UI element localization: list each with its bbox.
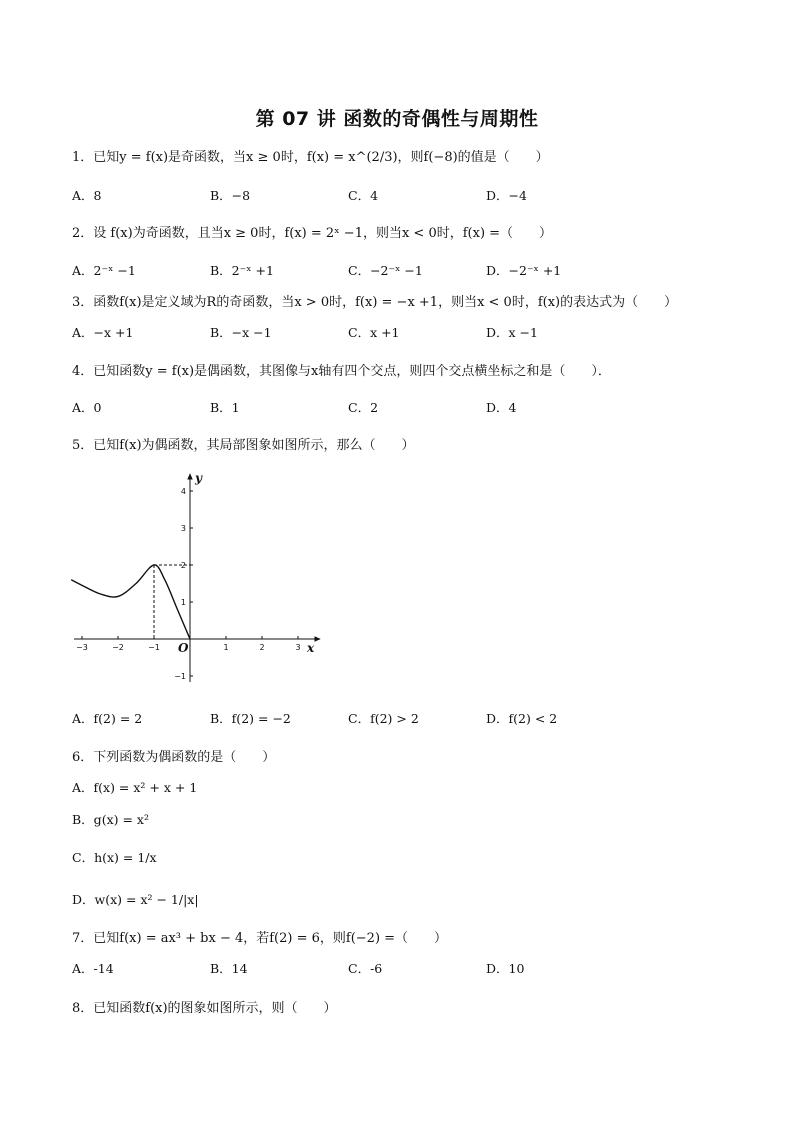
y-tick-label: −1: [174, 672, 186, 681]
q5-option-d[interactable]: D．f(2) < 2: [486, 711, 558, 726]
q1-option-d[interactable]: D．−4: [486, 188, 527, 203]
question-2: 2．设 f(x)为奇函数，且当x ≥ 0时，f(x) = 2ˣ −1，则当x < 0时，f(x) =（ ）: [72, 226, 553, 241]
question-7: 7．已知f(x) = ax³ + bx − 4，若f(2) = 6，则f(−2) =（ ）: [72, 931, 448, 946]
y-tick-label: 2: [180, 561, 186, 570]
q4-option-a[interactable]: A．0: [72, 400, 102, 415]
q2-option-a[interactable]: A．2⁻ˣ −1: [72, 263, 136, 278]
q6-option-d[interactable]: D．w(x) = x² − 1/|x|: [72, 892, 199, 907]
q2-option-c[interactable]: C．−2⁻ˣ −1: [348, 263, 423, 278]
question-8: 8．已知函数f(x)的图象如图所示，则（ ）: [72, 1001, 337, 1016]
x-tick-label: 2: [259, 643, 265, 652]
y-tick-label: 4: [180, 487, 186, 496]
q5-option-b[interactable]: B．f(2) = −2: [210, 711, 291, 726]
page-title: 第 07 讲 函数的奇偶性与周期性: [255, 108, 539, 130]
q6-option-c[interactable]: C．h(x) = 1/x: [72, 850, 157, 865]
y-tick-label: 1: [180, 598, 186, 607]
q6-option-b[interactable]: B．g(x) = x²: [72, 812, 149, 827]
x-tick-label: −1: [148, 643, 160, 652]
question-4: 4．已知函数y = f(x)是偶函数，其图像与x轴有四个交点，则四个交点横坐标之和是（ ）．: [72, 364, 611, 379]
question-3: 3．函数f(x)是定义域为R的奇函数，当x > 0时，f(x) = −x +1，则当x < 0时，f(x)的表达式为（ ）: [72, 295, 678, 310]
q6-option-a[interactable]: A．f(x) = x² + x + 1: [72, 780, 198, 795]
q1-option-b[interactable]: B．−8: [210, 188, 251, 203]
q4-option-d[interactable]: D．4: [486, 400, 517, 415]
question-6: 6．下列函数为偶函数的是（ ）: [72, 750, 276, 765]
q2-option-d[interactable]: D．−2⁻ˣ +1: [486, 263, 562, 278]
x-axis-label: x: [307, 641, 315, 655]
q7-option-a[interactable]: A．-14: [72, 961, 114, 976]
question-5: 5．已知f(x)为偶函数，其局部图象如图所示，那么（ ）: [72, 438, 415, 453]
q5-option-a[interactable]: A．f(2) = 2: [72, 711, 143, 726]
graph-svg: [68, 466, 330, 688]
q3-option-d[interactable]: D．x −1: [486, 325, 538, 340]
y-tick-label: 3: [180, 524, 186, 533]
question-1: 1．已知y = f(x)是奇函数，当x ≥ 0时，f(x) = x^(2/3)，则f(−8)的值是（ ）: [72, 150, 549, 165]
q7-option-d[interactable]: D．10: [486, 961, 525, 976]
q7-option-b[interactable]: B．14: [210, 961, 248, 976]
q3-option-b[interactable]: B．−x −1: [210, 325, 272, 340]
x-tick-label: −2: [112, 643, 124, 652]
q4-option-b[interactable]: B．1: [210, 400, 240, 415]
q2-option-b[interactable]: B．2⁻ˣ +1: [210, 263, 274, 278]
q1-option-c[interactable]: C．4: [348, 188, 379, 203]
q3-option-a[interactable]: A．−x +1: [72, 325, 134, 340]
q7-option-c[interactable]: C．-6: [348, 961, 383, 976]
q1-option-a[interactable]: A．8: [72, 188, 102, 203]
q3-option-c[interactable]: C．x +1: [348, 325, 400, 340]
y-axis-label: y: [195, 471, 202, 485]
function-curve: [71, 565, 190, 639]
origin-label: O: [178, 641, 189, 655]
function-graph: [68, 466, 330, 688]
x-tick-label: −3: [76, 643, 88, 652]
q4-option-c[interactable]: C．2: [348, 400, 379, 415]
x-tick-label: 1: [223, 643, 229, 652]
x-tick-label: 3: [295, 643, 301, 652]
q5-option-c[interactable]: C．f(2) > 2: [348, 711, 419, 726]
